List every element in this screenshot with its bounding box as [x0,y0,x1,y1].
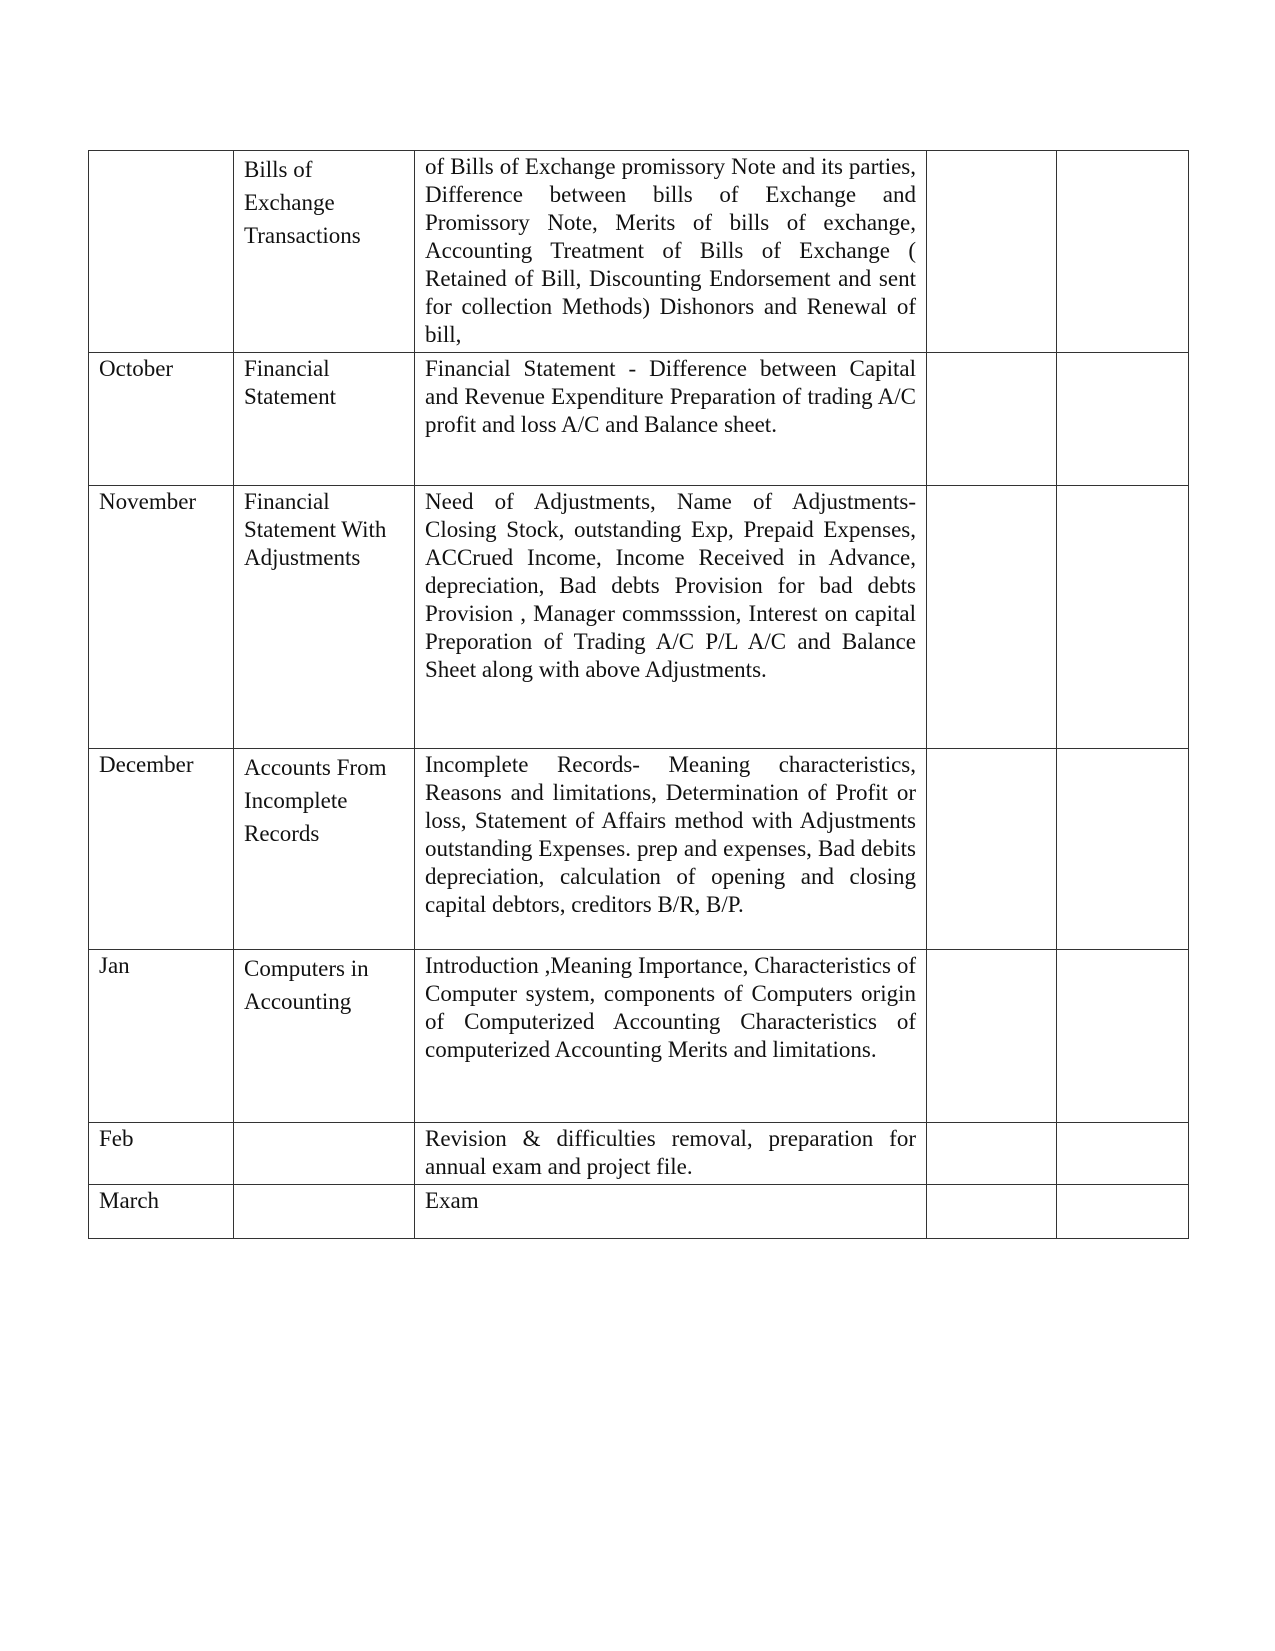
empty-cell [1057,950,1189,1123]
unit-cell [234,1185,415,1239]
empty-cell [927,749,1057,950]
empty-cell [927,1123,1057,1185]
empty-cell [927,151,1057,353]
unit-cell: Bills of Exchange Transactions [234,151,415,353]
empty-cell [1057,749,1189,950]
content-cell: Introduction ,Meaning Importance, Characteristics of Computer system, components of Computers origin of Computerized Accounting Characteristics of computerized Accounting Merits and limitations. [415,950,927,1123]
table-row [89,1123,1189,1185]
table-row [89,353,1189,486]
content-cell: of Bills of Exchange promissory Note and its parties, Difference between bills of Exchange and Promissory Note, Merits of bills of exchange, Accounting Treatment of Bills of Exchange ( Retained of Bill, Discounting Endorsement and sent for collection Methods) Dishonors and Renewal of bill, [415,151,927,353]
month-cell: Jan [89,950,234,1123]
unit-cell: Accounts From Incomplete Records [234,749,415,950]
empty-cell [1057,151,1189,353]
table-row [89,749,1189,950]
unit-cell: Financial Statement [234,353,415,486]
syllabus-table [88,150,1189,1239]
empty-cell [927,486,1057,749]
content-cell: Financial Statement - Difference between Capital and Revenue Expenditure Preparation of trading A/C profit and loss A/C and Balance sheet. [415,353,927,486]
table-row [89,151,1189,353]
table-row [89,950,1189,1123]
unit-cell: Financial Statement With Adjustments [234,486,415,749]
empty-cell [927,1185,1057,1239]
empty-cell [1057,486,1189,749]
content-cell: Revision & difficulties removal, preparation for annual exam and project file. [415,1123,927,1185]
content-cell: Incomplete Records- Meaning characteristics, Reasons and limitations, Determination of Profit or loss, Statement of Affairs method with Adjustments outstanding Expenses. prep and expenses, Bad debits depreciation, calculation of opening and closing capital debtors, creditors B/R, B/P. [415,749,927,950]
month-cell: March [89,1185,234,1239]
month-cell: December [89,749,234,950]
unit-cell: Computers in Accounting [234,950,415,1123]
empty-cell [927,353,1057,486]
empty-cell [927,950,1057,1123]
month-cell [89,151,234,353]
content-cell: Exam [415,1185,927,1239]
month-cell: Feb [89,1123,234,1185]
month-cell: October [89,353,234,486]
content-cell: Need of Adjustments, Name of Adjustments- Closing Stock, outstanding Exp, Prepaid Expenses, ACCrued Income, Income Received in Advance, depreciation, Bad debts Provision for bad debts Provision , Manager commsssion, Interest on capital Preporation of Trading A/C P/L A/C and Balance Sheet along with above Adjustments. [415,486,927,749]
unit-cell [234,1123,415,1185]
month-cell: November [89,486,234,749]
empty-cell [1057,1185,1189,1239]
empty-cell [1057,1123,1189,1185]
table-row [89,486,1189,749]
empty-cell [1057,353,1189,486]
table-row [89,1185,1189,1239]
